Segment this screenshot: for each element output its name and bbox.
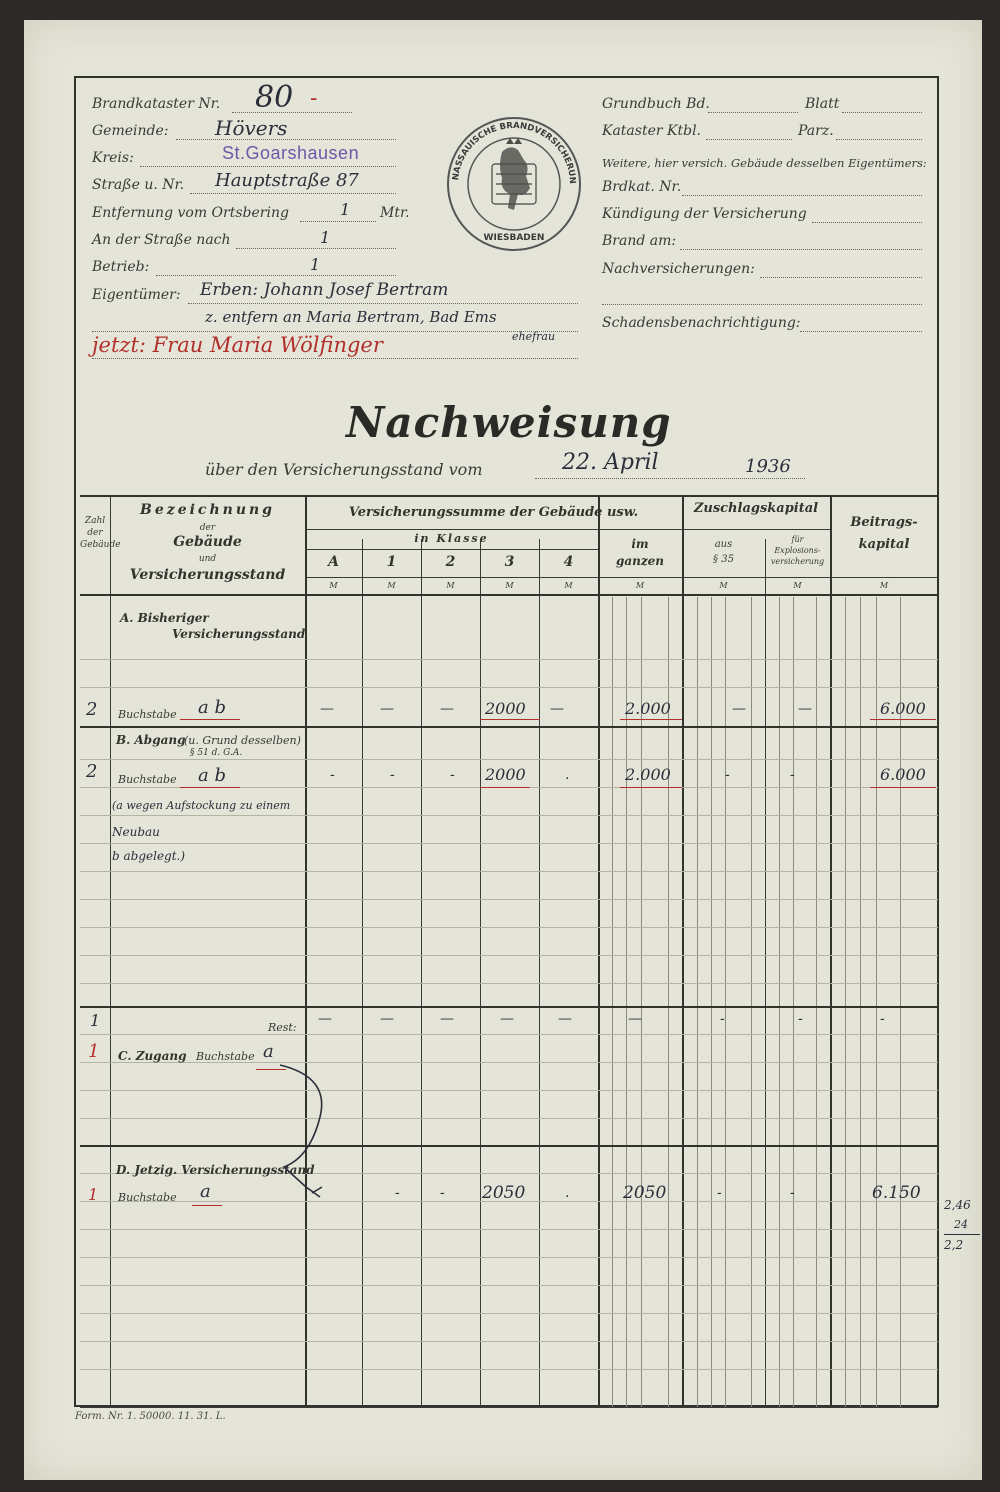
d-val-3: 2050 [482, 1183, 526, 1203]
a-val-beitrag: 6.000 [880, 699, 926, 718]
section-a-title-2: Versicherungsstand [172, 627, 306, 641]
brandkataster-label: Brandkataster Nr. [92, 96, 221, 112]
betrieb-value: 1 [310, 255, 321, 274]
section-a-title-1: A. Bisheriger [120, 611, 209, 625]
entfernung-label: Entfernung vom Ortsbering [92, 205, 289, 221]
section-c-buchstabe: Buchstabe [196, 1050, 255, 1063]
col-bez-4: und [198, 554, 217, 564]
class-1: 1 [386, 554, 397, 570]
section-a-letters: a b [198, 697, 226, 718]
section-a-buchstabe: Buchstabe [118, 708, 177, 721]
class-2: 2 [445, 554, 456, 570]
subtitle-year: 1936 [745, 456, 791, 477]
section-d-buchstabe: Buchstabe [118, 1191, 177, 1204]
d-val-beitrag: 6.150 [872, 1183, 921, 1203]
a-val-3: 2000 [485, 699, 526, 718]
subtitle-date: 22. April [562, 450, 659, 475]
eigentuemer-value: Erben: Johann Josef Bertram [200, 280, 449, 300]
col-aus-2: § 35 [713, 554, 734, 565]
kreis-label: Kreis: [92, 150, 134, 166]
eigentuemer-line2: z. entfern an Maria Bertram, Bad Ems [205, 308, 497, 326]
brandkataster-mark: - [310, 86, 318, 111]
unit-ganzen: M [635, 581, 645, 590]
a-val-ganzen: 2.000 [625, 699, 671, 718]
col-zuschlag-header: Zuschlagskapital [693, 501, 819, 516]
insurance-seal [444, 114, 584, 254]
col-beitrag-2: kapital [858, 537, 910, 552]
d-val-1: - [395, 1185, 400, 1201]
section-a-count: 2 [86, 699, 98, 720]
svg-text:WIESBADEN: WIESBADEN [483, 233, 545, 243]
class-4: 4 [563, 554, 574, 570]
col-bez-2: der [199, 523, 216, 533]
unit-3: M [505, 581, 514, 590]
strasse-label: Straße u. Nr. [92, 177, 185, 193]
class-3: 3 [504, 554, 515, 570]
eigentuemer-line3: jetzt: Frau Maria Wölfinger [92, 333, 383, 357]
rest-val-beitrag: - [880, 1011, 885, 1027]
section-d-count: 1 [88, 1185, 99, 1204]
eigentuemer-line2-suffix: ehefrau [512, 330, 556, 343]
b-note-2: Neubau [112, 825, 160, 839]
a-val-aus: — [732, 701, 746, 717]
kreis-stamp: St.Goarshausen [222, 143, 360, 163]
rest-val-aus: - [720, 1011, 725, 1027]
kuendigung-label: Kündigung der Versicherung [602, 206, 807, 222]
section-b-count: 2 [86, 761, 98, 782]
im-ganzen-2: ganzen [615, 554, 665, 568]
eigentuemer-label: Eigentümer: [92, 287, 181, 303]
a-val-1: — [380, 701, 394, 717]
insurance-table [80, 495, 938, 1407]
col-fuer-1: für [791, 535, 804, 544]
strasse-value: Hauptstraße 87 [215, 170, 359, 191]
b-val-ganzen: 2.000 [625, 765, 671, 784]
gemeinde-value: Hövers [215, 116, 288, 140]
seal-icon [444, 114, 584, 254]
col-bez-3: Gebäude [173, 534, 242, 550]
section-c-letter: a [263, 1041, 274, 1062]
d-val-4: . [565, 1185, 570, 1201]
entfernung-value: 1 [340, 200, 351, 219]
b-val-aus: - [725, 767, 730, 783]
form-footer: Form. Nr. 1. 50000. 11. 31. L. [75, 1411, 226, 1422]
b-val-2: - [450, 767, 455, 783]
rest-val-A: — [318, 1011, 332, 1027]
section-c-title: C. Zugang [118, 1049, 187, 1063]
a-val-fuer: — [798, 701, 812, 717]
section-d-title: D. Jetzig. Versicherungsstand [116, 1163, 315, 1177]
schaden-label: Schadensbenachrichtigung: [602, 315, 801, 331]
d-val-2: - [440, 1185, 445, 1201]
brandkataster-value: 80 [255, 80, 294, 115]
col-beitrag-1: Beitrags- [850, 515, 918, 530]
section-b-title-note: (u. Grund desselben) [184, 734, 301, 747]
brand-label: Brand am: [602, 233, 677, 249]
d-val-aus: - [717, 1185, 722, 1201]
class-a: A [328, 554, 339, 570]
rest-count: 1 [90, 1011, 101, 1030]
b-val-fuer: - [790, 767, 795, 783]
margin-note-3: 2,2 [944, 1238, 964, 1252]
section-c-count: 1 [88, 1041, 100, 1062]
an-der-strasse-value: 1 [320, 228, 331, 247]
b-val-beitrag: 6.000 [880, 765, 926, 784]
b-val-3: 2000 [485, 765, 526, 784]
section-d-letter: a [200, 1181, 211, 1202]
col-fuer-3: versicherung [770, 557, 825, 566]
col-fuer-2: Explosions- [774, 546, 821, 555]
brdkat-label: Brdkat. Nr. [602, 179, 682, 195]
section-b-para: § 51 d. G.A. [190, 748, 243, 758]
section-b-letters: a b [198, 765, 226, 786]
kataster-label: Kataster Ktbl. [602, 123, 701, 139]
weitere-label: Weitere, hier versich. Gebäude desselben Eigentümers: [602, 156, 927, 170]
col-klasse-header: in Klasse [414, 532, 489, 545]
margin-note-1: 2,46 [944, 1198, 971, 1212]
rest-label: Rest: [268, 1021, 297, 1034]
a-val-4: — [550, 701, 564, 717]
unit-a: M [329, 581, 338, 590]
nachversicherungen-label: Nachversicherungen: [602, 261, 755, 277]
unit-beitrag: M [879, 581, 889, 590]
d-val-ganzen: 2050 [623, 1183, 667, 1203]
section-b-buchstabe: Buchstabe [118, 773, 177, 786]
an-der-strasse-label: An der Straße nach [92, 232, 231, 248]
rest-val-1: — [380, 1011, 394, 1027]
rest-val-2: — [440, 1011, 454, 1027]
unit-2: M [446, 581, 455, 590]
b-note-1: (a wegen Aufstockung zu einem [112, 799, 291, 812]
pen-stroke-icon [260, 1057, 360, 1207]
rest-val-4: — [558, 1011, 572, 1027]
entfernung-unit: Mtr. [380, 205, 410, 221]
section-b-title: B. Abgang [116, 733, 186, 747]
a-val-A: — [320, 701, 334, 717]
im-ganzen-1: im [631, 537, 649, 551]
unit-4: M [564, 581, 573, 590]
unit-aus: M [719, 581, 728, 590]
b-val-4: . [565, 767, 570, 783]
col-zahl-header: Zahl der Gebäude [80, 516, 121, 550]
a-val-2: — [440, 701, 454, 717]
rest-val-3: — [500, 1011, 514, 1027]
unit-fuer: M [793, 581, 802, 590]
col-bez-5: Versicherungsstand [129, 567, 286, 583]
blatt-label: Blatt [805, 96, 840, 112]
b-val-1: - [390, 767, 395, 783]
d-val-fuer: - [790, 1185, 795, 1201]
document-title: Nachweisung [346, 398, 672, 447]
svg-text:NASSAUISCHE BRANDVERSICHERUNGS: NASSAUISCHE BRANDVERSICHERUN [451, 120, 578, 185]
col-summe-header: Versicherungssumme der Gebäude usw. [348, 505, 639, 520]
betrieb-label: Betrieb: [92, 259, 150, 275]
margin-note-2: 24 [954, 1218, 968, 1231]
b-val-A: - [330, 767, 335, 783]
gemeinde-label: Gemeinde: [92, 123, 169, 139]
parz-label: Parz. [798, 123, 834, 139]
col-bez-1: Bezeichnung [140, 502, 275, 518]
grundbuch-label: Grundbuch Bd. [602, 96, 710, 112]
col-aus-1: aus [714, 539, 733, 550]
rest-val-ganzen: — [628, 1011, 642, 1027]
rest-val-fuer: - [798, 1011, 803, 1027]
b-note-3: b abgelegt.) [112, 849, 186, 863]
unit-1: M [387, 581, 396, 590]
subtitle-prefix: über den Versicherungsstand vom [205, 460, 483, 479]
